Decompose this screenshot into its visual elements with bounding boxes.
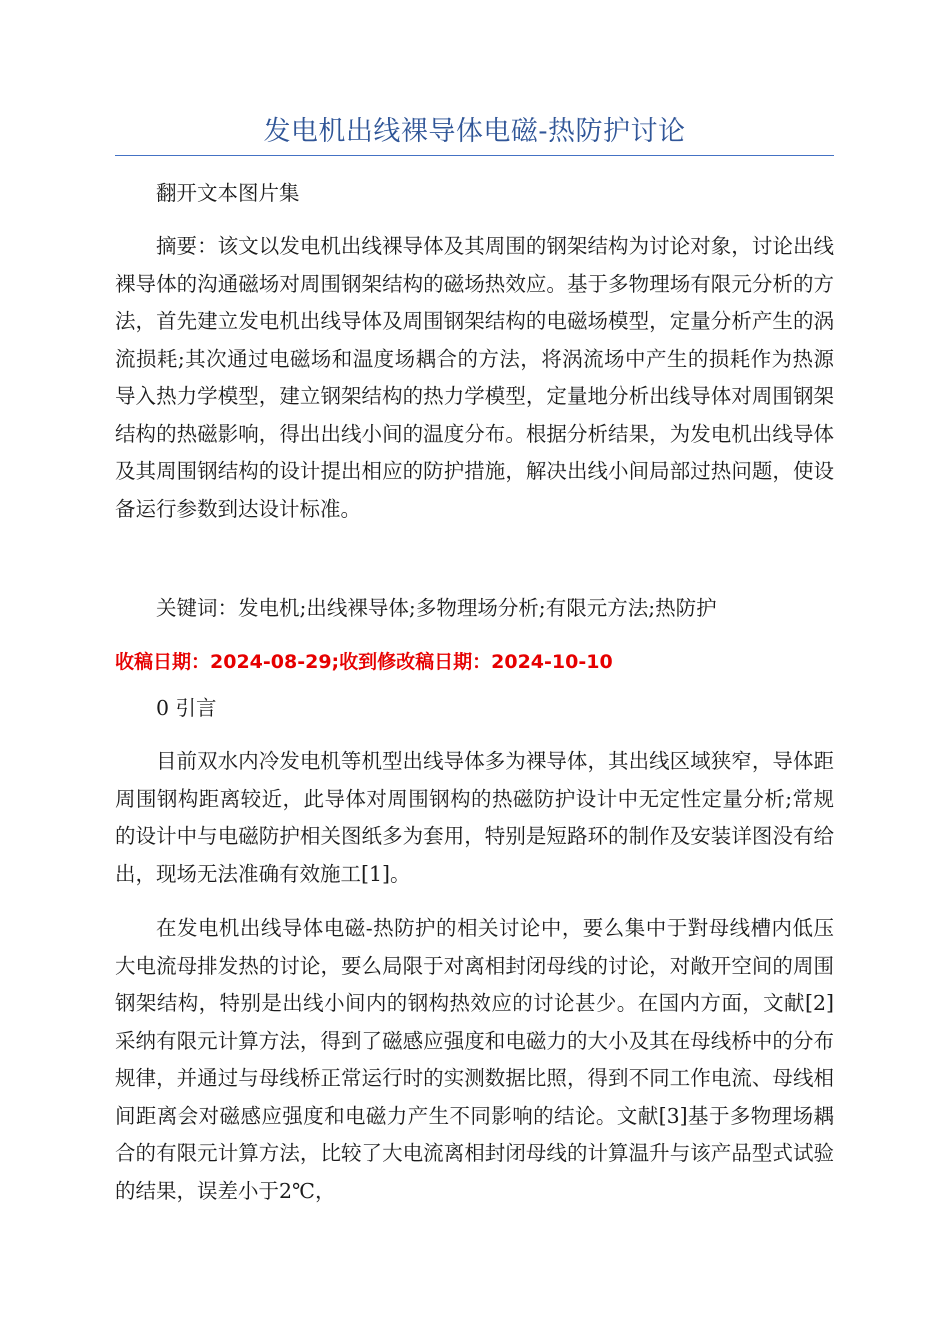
section-heading-introduction: 0 引言 (156, 696, 217, 720)
image-gallery-link[interactable]: 翻开文本图片集 (156, 181, 300, 205)
body-paragraph: 在发电机出线导体电磁-热防护的相关讨论中，要么集中于對母线槽内低压大电流母排发热的讨论，要么局限于对离相封闭母线的讨论，对敞开空间的周围钢架结构，特别是出线小间内的钢构热效应的讨论甚少。在国内方面，文献[2]采纳有限元计算方法，得到了磁感应强度和电磁力的大小及其在母线桥中的分布规律，并通过与母线桥正常运行时的实测数据比照，得到不同工作电流、母线相间距离会对磁感应强度和电磁力产生不同影响的结论。文献[3]基于多物理场耦合的有限元计算方法，比较了大电流离相封闭母线的计算温升与该产品型式试验的结果，误差小于2℃， (115, 916, 834, 1203)
document-title: 发电机出线裸导体电磁-热防护讨论 (263, 116, 686, 147)
abstract-paragraph: 摘要：该文以发电机出线裸导体及其周围的钢架结构为讨论对象，讨论出线裸导体的沟通磁场对周围钢架结构的磁场热效应。基于多物理场有限元分析的方法，首先建立发电机出线导体及周围钢架结构的电磁场模型，定量分析产生的涡流损耗;其次通过电磁场和温度场耦合的方法，将涡流场中产生的损耗作为热源导入热力学模型，建立钢架结构的热力学模型，定量地分析出线导体对周围钢架结构的热磁影响，得出出线小间的温度分布。根据分析结果，为发电机出线导体及其周围钢结构的设计提出相应的防护措施，解决出线小间局部过热问题，使设备运行参数到达设计标准。 (115, 234, 834, 521)
body-paragraph: 目前双水内冷发电机等机型出线导体多为裸导体，其出线区域狭窄，导体距周围钢构距离较近，此导体对周围钢构的热磁防护设计中无定性定量分析;常规的设计中与电磁防护相关图纸多为套用，特别是短路环的制作及安装详图没有给出，现场无法准确有效施工[1]。 (115, 749, 834, 886)
keywords-line: 关键词：发电机;出线裸导体;多物理场分析;有限元方法;热防护 (156, 596, 717, 620)
received-dates: 收稿日期：2024-08-29;收到修改稿日期：2024-10-10 (115, 651, 613, 673)
title-underline (115, 155, 834, 156)
